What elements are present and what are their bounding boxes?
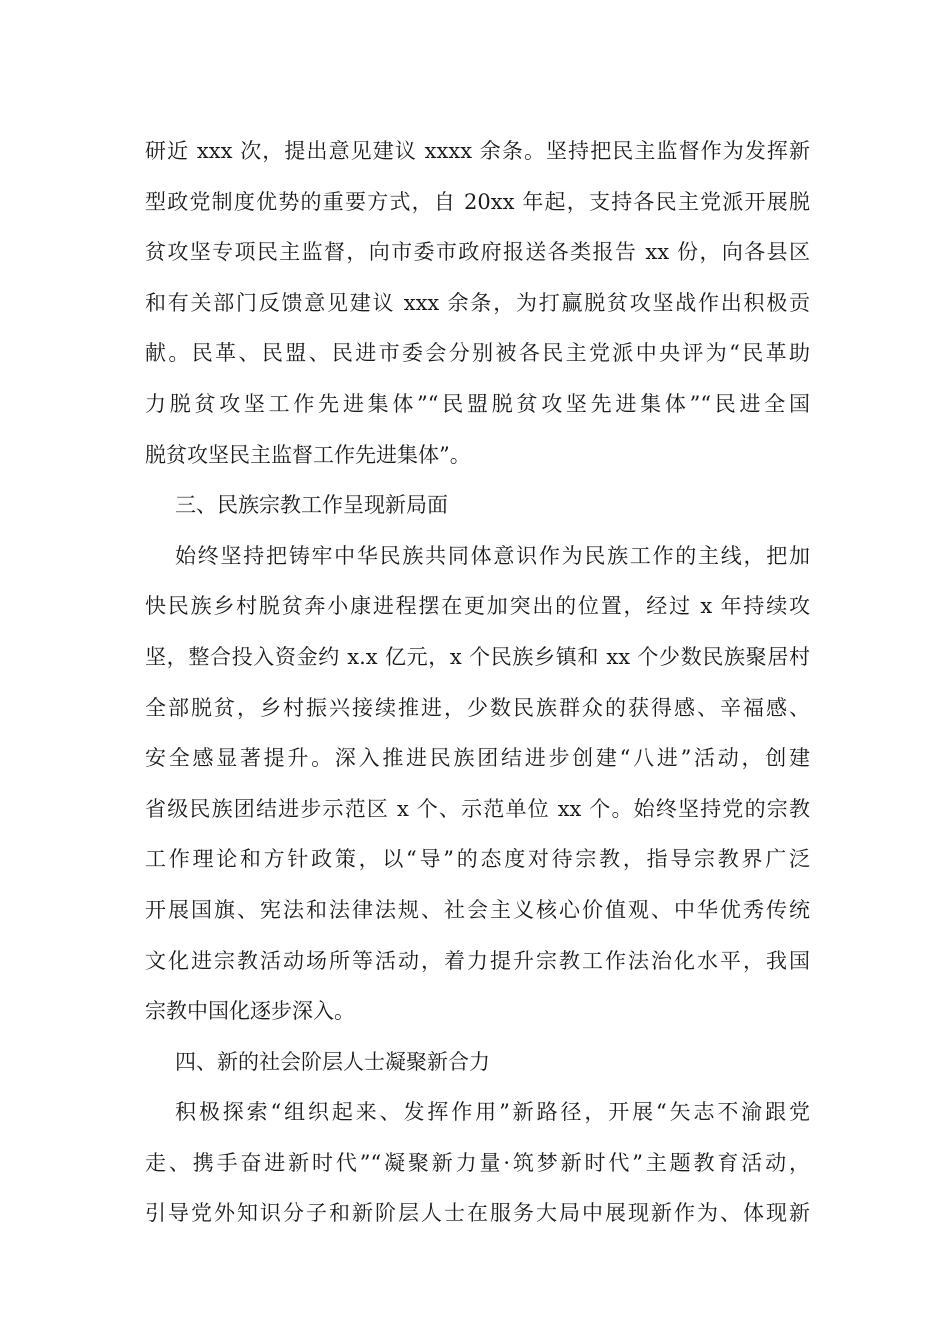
- text-line: 力脱贫攻坚工作先进集体”“民盟脱贫攻坚先进集体”“民进全国: [145, 391, 810, 416]
- text-line: 全部脱贫，乡村振兴接续推进，少数民族群众的获得感、辛福感、: [145, 695, 810, 720]
- text-line: 宗教中国化逐步深入。: [145, 999, 355, 1024]
- text-line: 贫攻坚专项民主监督，向市委市政府报送各类报告 xx 份，向各县区: [145, 240, 810, 265]
- text-line: 引导党外知识分子和新阶层人士在服务大局中展现新作为、体现新: [145, 1201, 810, 1226]
- section-heading-3: 三、民族宗教工作呈现新局面: [175, 493, 448, 518]
- paragraph-ethnic-religious-work: [145, 531, 810, 1037]
- text-line: 始终坚持把铸牢中华民族共同体意识作为民族工作的主线，把加: [175, 543, 810, 568]
- text-line: 走、携手奋进新时代”“凝聚新力量·筑梦新时代”主题教育活动，: [145, 1150, 810, 1175]
- text-line: 献。民革、民盟、民进市委会分别被各民主党派中央评为“民革助: [145, 341, 810, 366]
- text-line: 文化进宗教活动场所等活动，着力提升宗教工作法治化水平，我国: [145, 948, 810, 973]
- text-line: 研近 xxx 次，提出意见建议 xxxx 余条。坚持把民主监督作为发挥新: [145, 139, 810, 163]
- text-line: 积极探索“组织起来、发挥作用”新路径，开展“矢志不渝跟党: [175, 1100, 810, 1125]
- text-line: 快民族乡村脱贫奔小康进程摆在更加突出的位置，经过 x 年持续攻: [145, 594, 810, 619]
- section-heading-4: 四、新的社会阶层人士凝聚新合力: [175, 1049, 490, 1074]
- text-line: 型政党制度优势的重要方式，自 20xx 年起，支持各民主党派开展脱: [145, 189, 810, 214]
- text-line: 脱贫攻坚民主监督工作先进集体”。: [145, 442, 471, 467]
- paragraph-democratic-supervision: [145, 126, 810, 480]
- document-page: [145, 126, 810, 1239]
- text-line: 坚，整合投入资金约 x.x 亿元，x 个民族乡镇和 xx 个少数民族聚居村: [145, 644, 810, 669]
- text-line: 和有关部门反馈意见建议 xxx 余条，为打赢脱贫攻坚战作出积极贡: [145, 290, 810, 315]
- text-line: 开展国旗、宪法和法律法规、社会主义核心价值观、中华优秀传统: [145, 897, 810, 922]
- paragraph-new-social-strata: [145, 1087, 810, 1239]
- text-line: 安全感显著提升。深入推进民族团结进步创建“八进”活动，创建: [145, 746, 810, 771]
- text-line: 省级民族团结进步示范区 x 个、示范单位 xx 个。始终坚持党的宗教: [145, 796, 810, 821]
- text-line: 工作理论和方针政策，以“导”的态度对待宗教，指导宗教界广泛: [145, 847, 810, 872]
